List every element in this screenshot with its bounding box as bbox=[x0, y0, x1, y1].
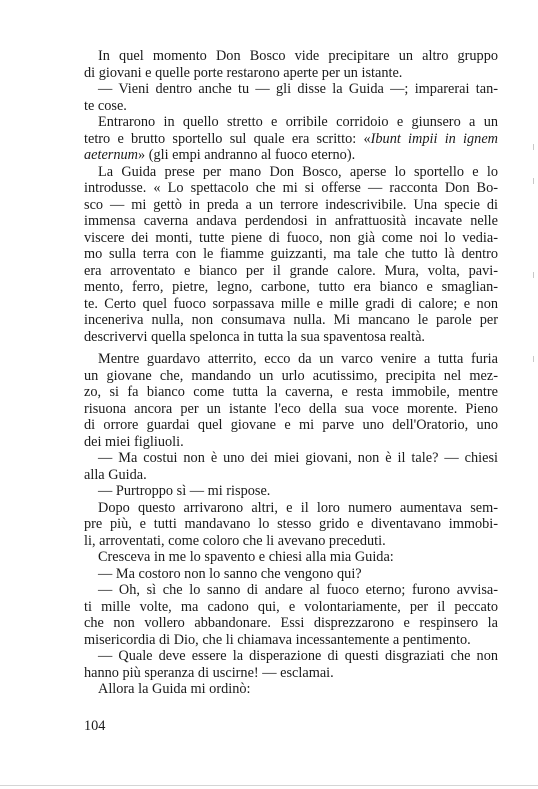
text-line: descrivervi quella spelonca in tutta la sua spaventosa realtà. bbox=[84, 328, 426, 345]
text-line: zo, si fa bianco come tutta la caverna, e resta immobile, mentre bbox=[84, 384, 498, 400]
text-line: di orrore guardai quel giovane e mi parve uno dell'Oratorio, uno bbox=[84, 417, 498, 433]
text-line: — Vieni dentro anche tu — gli disse la Guida —; imparerai tan- bbox=[98, 81, 498, 97]
text-line: Mentre guardavo atterrito, ecco da un varco venire a tutta furia bbox=[98, 351, 498, 367]
text-line: alla Guida. bbox=[84, 466, 147, 483]
paragraph-12 bbox=[84, 648, 498, 681]
text-segment: tetro e brutto sportello sul quale era scritto: « bbox=[84, 130, 371, 147]
text-line: La Guida prese per mano Don Bosco, aperse lo sportello e lo bbox=[98, 163, 498, 180]
text-line: mo sulla terra con le fiamme guizzanti, ma tale che tutto là dentro bbox=[84, 246, 498, 262]
text-segment: » (gli empi andranno al fuoco eterno). bbox=[138, 147, 356, 163]
text-line: — Purtroppo sì — mi rispose. bbox=[98, 483, 271, 499]
paragraph-3 bbox=[84, 114, 498, 164]
text-line: era arroventato e bianco per il grande calore. Mura, volta, pavi- bbox=[84, 262, 498, 279]
text-line: Allora la Guida mi ordinò: bbox=[98, 681, 251, 697]
text-line: sco — mi gettò in preda a un terrore indescrivibile. Una specie di bbox=[84, 196, 498, 213]
text-line: immensa caverna andava perdendosi in anfrattuosità incavate nelle bbox=[84, 213, 498, 229]
paragraph-7 bbox=[84, 483, 498, 500]
paragraph-13 bbox=[84, 681, 498, 698]
text-line: dei miei figliuoli. bbox=[84, 433, 184, 450]
paragraph-11 bbox=[84, 582, 498, 648]
text-line: hanno più speranza di uscirne! — esclamai. bbox=[84, 664, 334, 681]
text-line: — Ma costoro non lo sanno che vengono qui? bbox=[98, 565, 362, 582]
paragraph-2 bbox=[84, 81, 498, 114]
scan-edge-mark bbox=[533, 272, 534, 278]
text-line: misericordia di Dio, che li chiamava incessantemente a pentimento. bbox=[84, 631, 471, 648]
text-line: te cose. bbox=[84, 97, 127, 114]
scan-edge-mark bbox=[533, 356, 534, 362]
text-line: — Quale deve essere la disperazione di questi disgraziati che non bbox=[98, 648, 498, 664]
latin-inscription-end: aeternum bbox=[84, 147, 138, 163]
text-line: viscere dei monti, tutte piene di fuoco, non già come noi lo vedia- bbox=[84, 229, 498, 246]
page-number: 104 bbox=[84, 718, 106, 734]
text-line: — Ma costui non è uno dei miei giovani, non è il tale? — chiesi bbox=[98, 450, 498, 466]
text-line: ti mille volte, ma cadono qui, e volontariamente, per il peccato bbox=[84, 598, 498, 615]
text-line: inceneriva nulla, non consumava nulla. Mi mancano le parole per bbox=[84, 312, 498, 328]
scan-bottom-edge bbox=[0, 785, 538, 786]
text-line: risuona ancora per un istante l'eco della sua voce morente. Pieno bbox=[84, 400, 498, 417]
text-line: mento, ferro, pietre, legno, carbone, tutto era bianco e smaglian- bbox=[84, 279, 498, 295]
text-line: di giovani e quelle porte restarono aperte per un istante. bbox=[84, 64, 403, 81]
text-line bbox=[84, 147, 498, 164]
paragraph-1 bbox=[84, 48, 498, 81]
text-line: Cresceva in me lo spavento e chiesi alla mia Guida: bbox=[98, 549, 394, 565]
paragraph-4 bbox=[84, 164, 498, 346]
text-line: li, arroventati, come coloro che li avevano preceduti. bbox=[84, 532, 386, 549]
latin-inscription: Ibunt impii in ignem bbox=[370, 130, 498, 147]
text-line bbox=[84, 131, 498, 148]
text-line: Entrarono in quello stretto e orribile corridoio e giunsero a un bbox=[98, 114, 498, 130]
text-line: che non vollero abbandonare. Essi disprezzarono e respinsero la bbox=[84, 615, 498, 631]
text-line: un giovane che, mandando un urlo acutissimo, precipita nel mez- bbox=[84, 367, 498, 384]
paragraph-9 bbox=[84, 549, 498, 566]
scan-edge-mark bbox=[533, 178, 534, 184]
paragraph-5 bbox=[84, 351, 498, 450]
text-line: Dopo questo arrivarono altri, e il loro numero aumentava sem- bbox=[98, 499, 498, 516]
paragraph-6 bbox=[84, 450, 498, 483]
text-line: In quel momento Don Bosco vide precipitare un altro gruppo bbox=[98, 48, 498, 64]
text-line: te. Certo quel fuoco sorpassava mille e mille gradi di calore; e non bbox=[84, 295, 498, 312]
paragraph-10 bbox=[84, 566, 498, 583]
body-text bbox=[84, 48, 498, 698]
text-line: introdusse. « Lo spettacolo che mi si offerse — racconta Don Bo- bbox=[84, 180, 498, 196]
text-line: — Oh, sì che lo sanno di andare al fuoco eterno; furono avvisa- bbox=[98, 582, 498, 598]
text-line: pre più, e tutti mandavano lo stesso grido e diventavano immobi- bbox=[84, 516, 498, 532]
paragraph-8 bbox=[84, 500, 498, 550]
scan-edge-mark bbox=[533, 144, 534, 150]
